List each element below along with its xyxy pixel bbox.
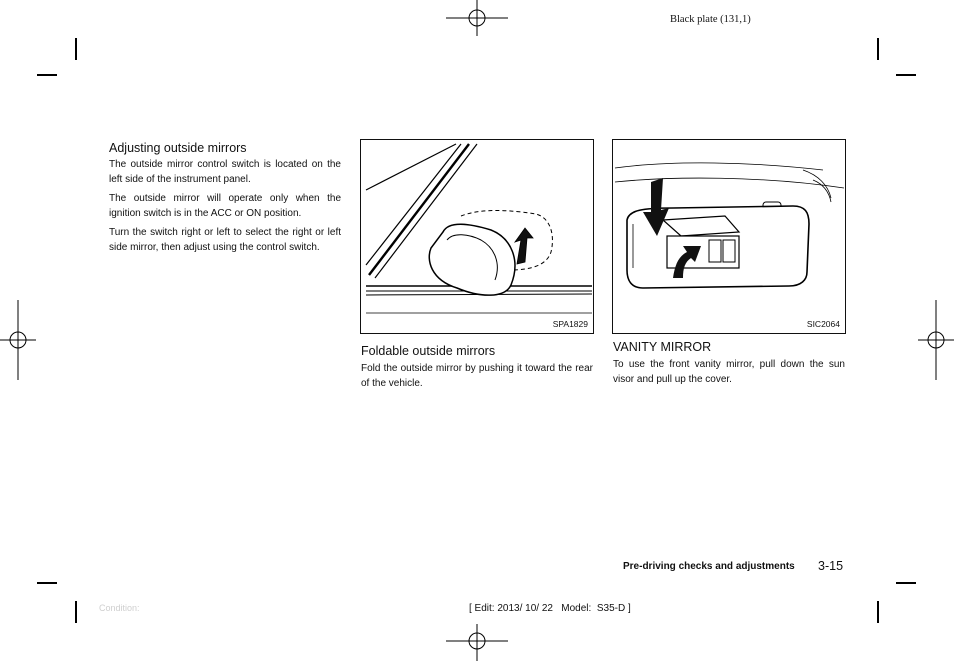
side-mirror-illustration [361,140,592,332]
crop-mark-bottom-left-v [75,601,77,623]
sun-visor-illustration [613,140,844,332]
crop-mark-top-left-v [75,38,77,60]
crop-mark-top-left-h [37,74,57,76]
registration-target-right [918,300,954,380]
crop-mark-top-right-h [896,74,916,76]
figure-code: SPA1829 [552,319,588,329]
registration-target-top [446,0,508,40]
section-heading-vanity-mirror: VANITY MIRROR [613,340,712,354]
condition-label: Condition: [99,603,140,613]
figure-code: SIC2064 [806,319,840,329]
paragraph: The outside mirror control switch is located on the left side of the instrument panel. [109,159,341,185]
foldable-mirrors-text: Fold the outside mirror by pushing it toward the rear of the vehicle. [361,363,593,389]
footer-section-title: Pre-driving checks and adjustments [623,561,795,572]
crop-mark-bottom-right-v [877,601,879,623]
figure-foldable-mirror [360,139,594,334]
adjusting-mirrors-text [109,157,341,259]
crop-mark-bottom-left-h [37,582,57,584]
crop-mark-top-right-v [877,38,879,60]
figure-vanity-mirror [612,139,846,334]
section-heading-foldable-mirrors: Foldable outside mirrors [361,344,496,358]
crop-mark-bottom-right-h [896,582,916,584]
vanity-mirror-text: To use the front vanity mirror, pull down the sun visor and pull up the cover. [613,359,845,385]
section-heading-adjusting-mirrors: Adjusting outside mirrors [109,141,247,155]
page-number: 3-15 [818,559,844,573]
edit-info: [ Edit: 2013/ 10/ 22 Model: S35-D ] [469,603,631,614]
registration-target-left [0,300,36,380]
paragraph: Turn the switch right or left to select the right or left side mirror, then adjust using the control switch. [109,227,341,253]
plate-label: Black plate (131,1) [670,14,751,25]
registration-target-bottom [446,622,508,661]
paragraph: The outside mirror will operate only when the ignition switch is in the ACC or ON position. [109,193,341,219]
